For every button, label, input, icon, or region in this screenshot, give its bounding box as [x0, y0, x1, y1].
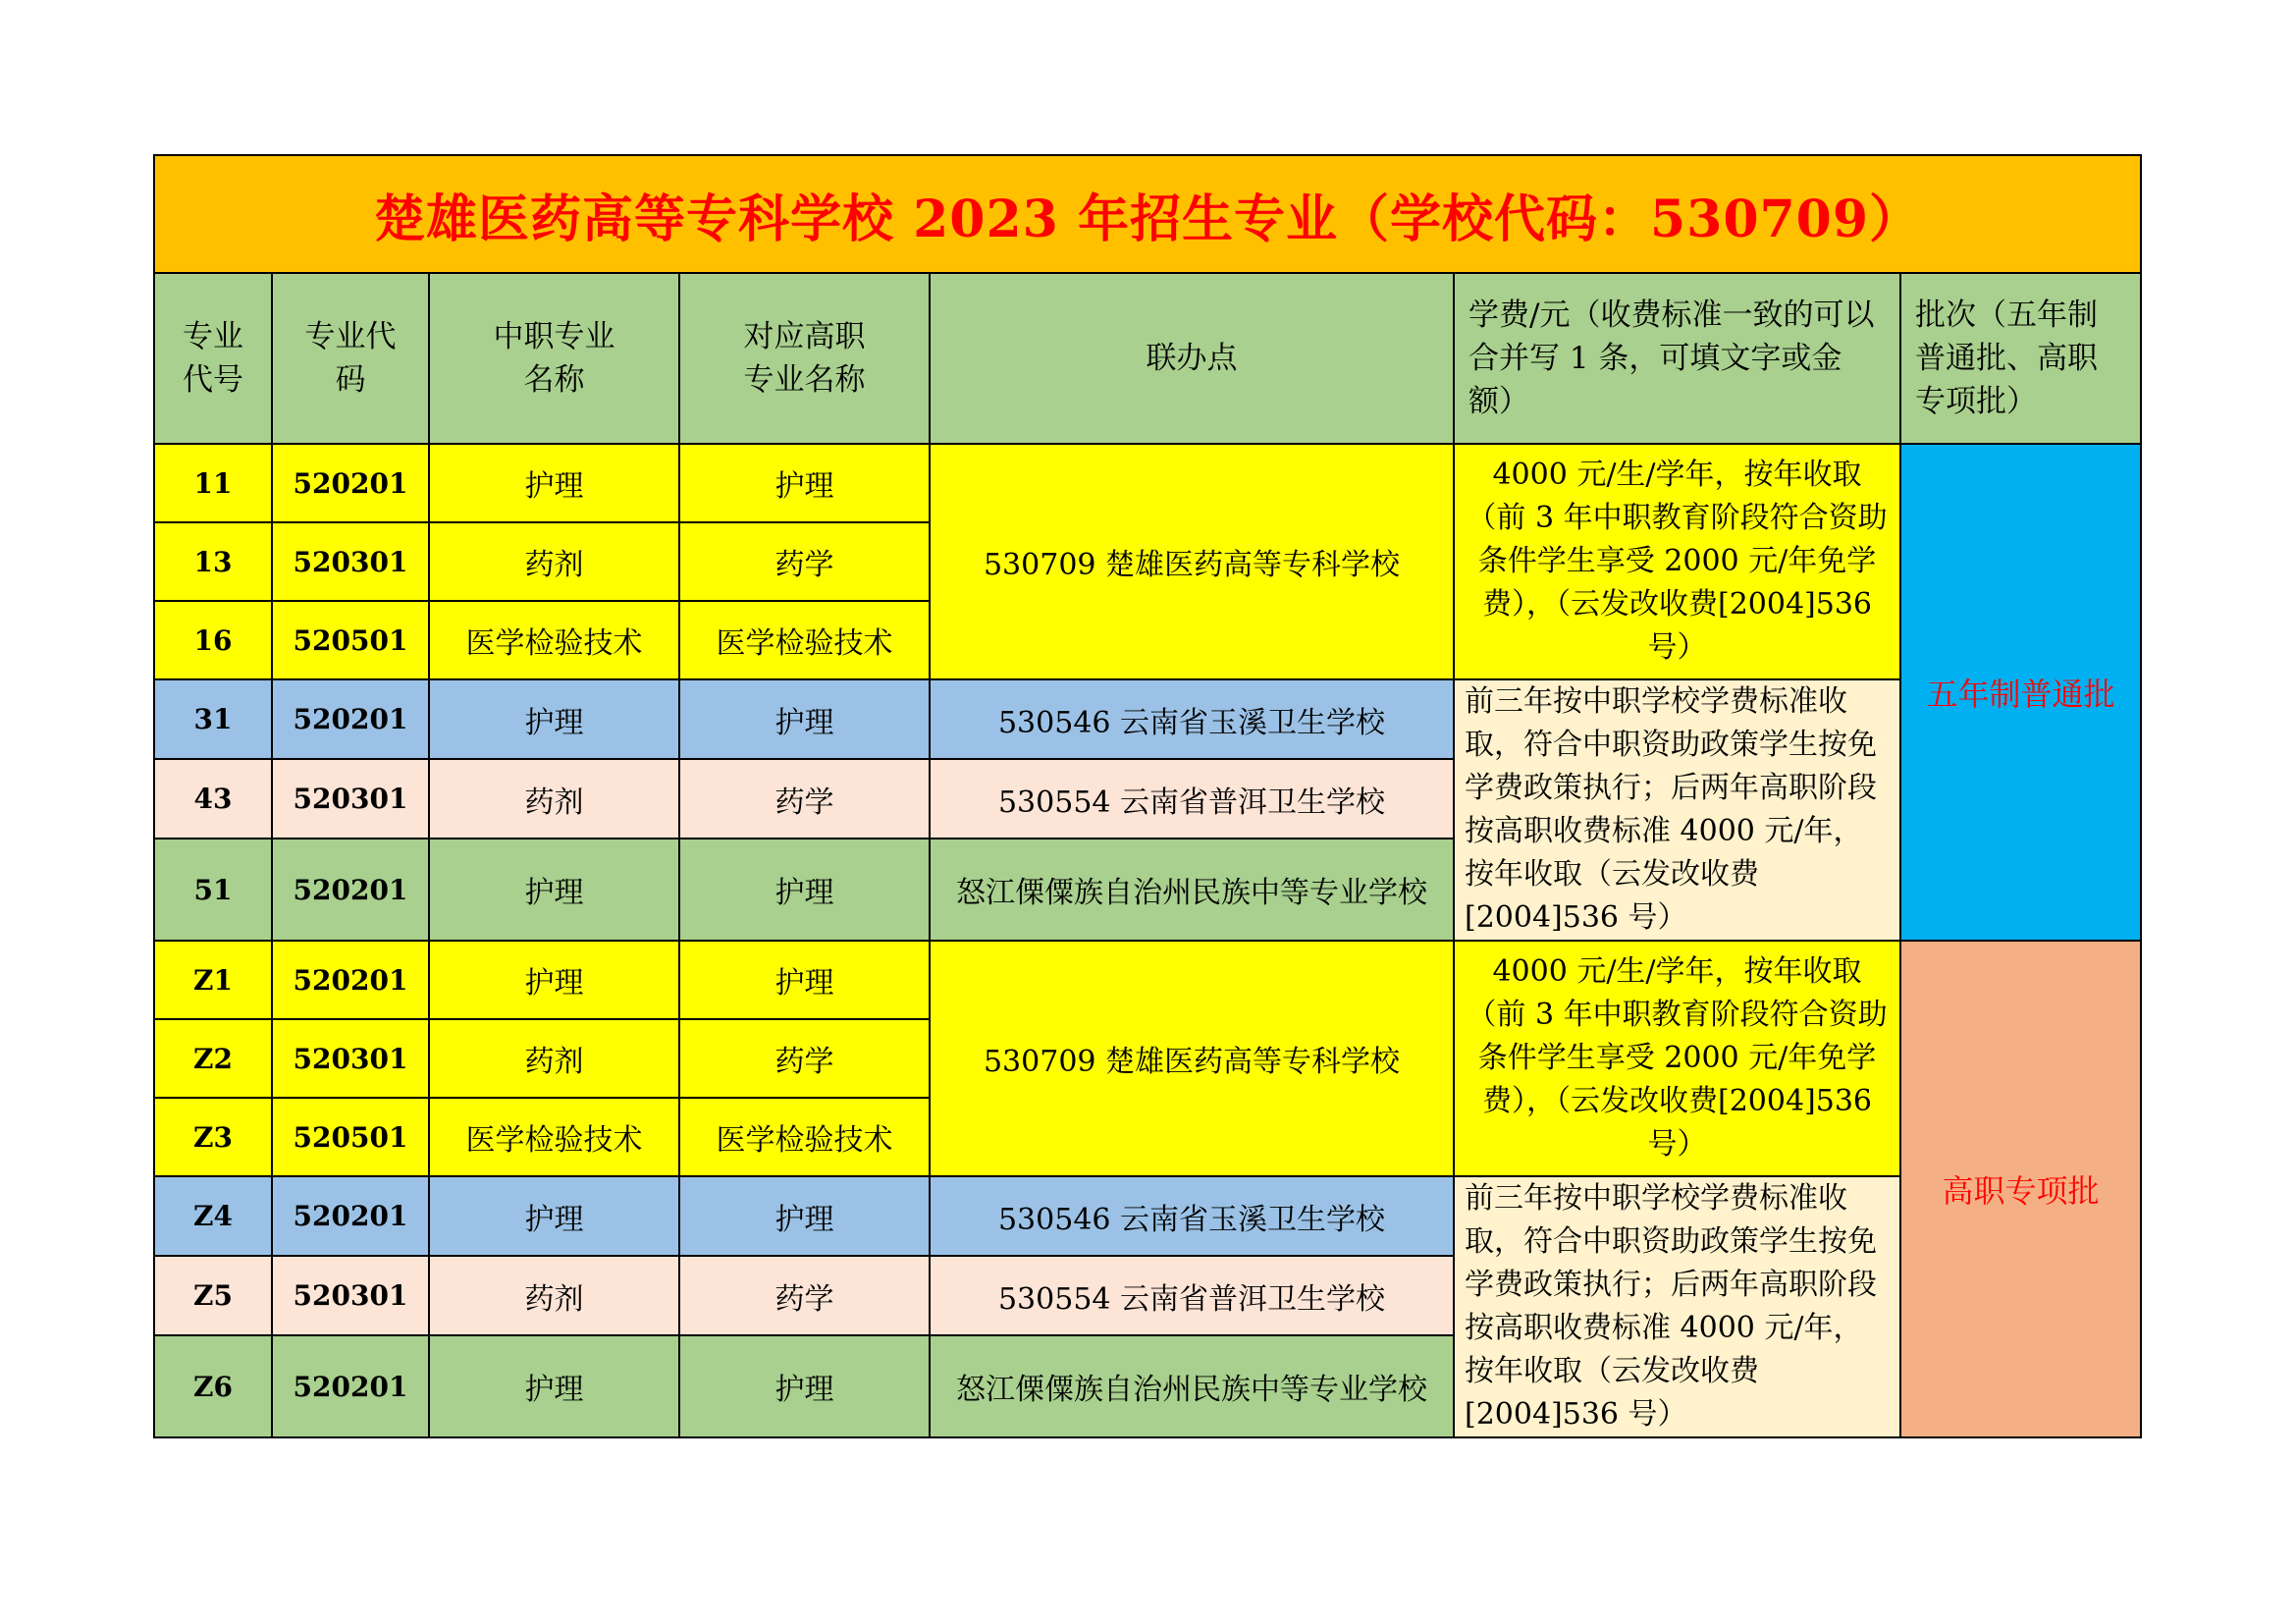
- row-secondary-major: 药剂: [429, 1019, 679, 1098]
- header-fee: 学费/元（收费标准一致的可以合并写 1 条，可填文字或金额）: [1454, 273, 1900, 444]
- row-major-code: 520201: [272, 839, 429, 941]
- row-code: 51: [154, 839, 272, 941]
- row-major-code: 520501: [272, 601, 429, 679]
- table-row: [154, 941, 2141, 1019]
- header-code: 专业代号: [154, 273, 272, 444]
- row-secondary-major: 护理: [429, 941, 679, 1019]
- table-row: [154, 444, 2141, 522]
- header-batch: 批次（五年制普通批、高职专项批）: [1900, 273, 2141, 444]
- row-partner: 530546 云南省玉溪卫生学校: [930, 1176, 1454, 1256]
- batch-special: 高职专项批: [1900, 941, 2141, 1437]
- row-partner: 怒江傈僳族自治州民族中等专业学校: [930, 1335, 1454, 1437]
- header-major-code: 专业代码: [272, 273, 429, 444]
- row-code: Z1: [154, 941, 272, 1019]
- header-higher-major: 对应高职专业名称: [679, 273, 930, 444]
- row-secondary-major: 医学检验技术: [429, 601, 679, 679]
- header-row: [154, 273, 2141, 444]
- row-higher-major: 护理: [679, 444, 930, 522]
- row-major-code: 520301: [272, 1019, 429, 1098]
- row-secondary-major: 药剂: [429, 759, 679, 839]
- row-code: Z2: [154, 1019, 272, 1098]
- row-secondary-major: 护理: [429, 1335, 679, 1437]
- row-partner: 怒江傈僳族自治州民族中等专业学校: [930, 839, 1454, 941]
- row-code: Z4: [154, 1176, 272, 1256]
- row-code: 16: [154, 601, 272, 679]
- row-secondary-major: 护理: [429, 1176, 679, 1256]
- row-higher-major: 药学: [679, 522, 930, 601]
- row-higher-major: 护理: [679, 839, 930, 941]
- row-secondary-major: 护理: [429, 839, 679, 941]
- row-higher-major: 护理: [679, 1335, 930, 1437]
- row-higher-major: 药学: [679, 759, 930, 839]
- row-higher-major: 护理: [679, 941, 930, 1019]
- row-major-code: 520201: [272, 444, 429, 522]
- row-code: Z5: [154, 1256, 272, 1335]
- fee-joint-1: 前三年按中职学校学费标准收取，符合中职资助政策学生按免学费政策执行；后两年高职阶段按高职收费标准 4000 元/年，按年收取（云发改收费[2004]536 号）: [1454, 679, 1900, 941]
- row-code: 43: [154, 759, 272, 839]
- fee-main-2: 4000 元/生/学年，按年收取（前 3 年中职教育阶段符合资助条件学生享受 2000 元/年免学费），（云发改收费[2004]536 号）: [1454, 941, 1900, 1176]
- row-partner: 530546 云南省玉溪卫生学校: [930, 679, 1454, 759]
- partner-main-2: 530709 楚雄医药高等专科学校: [930, 941, 1454, 1176]
- row-code: 11: [154, 444, 272, 522]
- row-code: Z6: [154, 1335, 272, 1437]
- row-secondary-major: 护理: [429, 679, 679, 759]
- batch-five-year: 五年制普通批: [1900, 444, 2141, 941]
- table-row: [154, 679, 2141, 759]
- partner-main-1: 530709 楚雄医药高等专科学校: [930, 444, 1454, 679]
- fee-joint-2: 前三年按中职学校学费标准收取，符合中职资助政策学生按免学费政策执行；后两年高职阶段按高职收费标准 4000 元/年，按年收取（云发改收费[2004]536 号）: [1454, 1176, 1900, 1437]
- row-major-code: 520501: [272, 1098, 429, 1176]
- row-major-code: 520301: [272, 759, 429, 839]
- row-secondary-major: 药剂: [429, 522, 679, 601]
- fee-main-1: 4000 元/生/学年，按年收取（前 3 年中职教育阶段符合资助条件学生享受 2000 元/年免学费），（云发改收费[2004]536 号）: [1454, 444, 1900, 679]
- row-major-code: 520201: [272, 679, 429, 759]
- row-higher-major: 医学检验技术: [679, 601, 930, 679]
- row-secondary-major: 护理: [429, 444, 679, 522]
- row-higher-major: 医学检验技术: [679, 1098, 930, 1176]
- row-secondary-major: 医学检验技术: [429, 1098, 679, 1176]
- row-partner: 530554 云南省普洱卫生学校: [930, 759, 1454, 839]
- row-higher-major: 药学: [679, 1019, 930, 1098]
- row-code: 13: [154, 522, 272, 601]
- row-major-code: 520201: [272, 1335, 429, 1437]
- row-major-code: 520201: [272, 1176, 429, 1256]
- row-higher-major: 护理: [679, 1176, 930, 1256]
- table-title: 楚雄医药高等专科学校 2023 年招生专业（学校代码：530709）: [154, 155, 2141, 273]
- admissions-table: [153, 154, 2142, 1438]
- row-partner: 530554 云南省普洱卫生学校: [930, 1256, 1454, 1335]
- table-row: [154, 1176, 2141, 1256]
- header-secondary-major: 中职专业名称: [429, 273, 679, 444]
- header-partner: 联办点: [930, 273, 1454, 444]
- row-major-code: 520301: [272, 522, 429, 601]
- row-code: Z3: [154, 1098, 272, 1176]
- row-code: 31: [154, 679, 272, 759]
- row-higher-major: 护理: [679, 679, 930, 759]
- row-major-code: 520301: [272, 1256, 429, 1335]
- row-higher-major: 药学: [679, 1256, 930, 1335]
- row-secondary-major: 药剂: [429, 1256, 679, 1335]
- row-major-code: 520201: [272, 941, 429, 1019]
